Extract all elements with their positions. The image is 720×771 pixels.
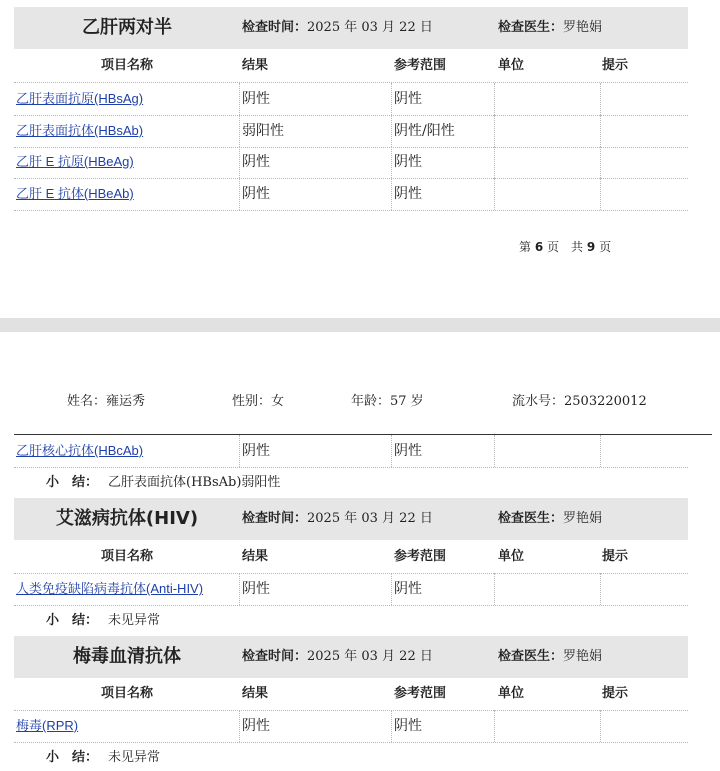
col-hint: 提示 [602,686,629,701]
item-link[interactable]: 乙肝 E 抗原(HBeAg) [16,154,134,169]
col-unit: 单位 [498,686,525,701]
col-item-name: 项目名称 [100,58,153,73]
summary-syphilis: 小 结： 未见异常 [46,750,161,765]
patient-serial: 流水号：2503220012 [512,394,647,409]
col-hint: 提示 [602,58,629,73]
column-header-row [14,50,688,83]
col-range: 参考范围 [394,58,447,73]
col-range: 参考范围 [394,686,447,701]
section-header-hepb [14,7,688,49]
result-cell: 阴性 [242,718,270,734]
section-header-hiv [14,498,688,540]
item-link[interactable]: 乙肝 E 抗体(HBeAb) [16,186,134,201]
item-link[interactable]: 乙肝核心抗体(HBcAb) [16,443,144,458]
section-header-syphilis [14,636,688,678]
table-row [14,146,688,179]
result-cell: 阴性 [242,186,270,202]
patient-name: 姓名：雍运秀 [67,394,146,409]
col-unit: 单位 [498,549,525,564]
col-range: 参考范围 [394,549,447,564]
item-link[interactable]: 人类免疫缺陷病毒抗体(Anti-HIV) [16,581,204,596]
table-row [14,83,688,116]
exam-time: 检查时间：2025 年 03 月 22 日 [242,511,433,526]
section-title: 乙肝两对半 [82,17,172,38]
range-cell: 阴性 [394,186,422,202]
table-row [14,573,688,606]
exam-time: 检查时间：2025 年 03 月 22 日 [242,649,433,664]
result-cell: 阴性 [242,443,270,459]
section-title: 梅毒血清抗体 [73,646,181,667]
range-cell: 阴性 [394,443,422,459]
table-row [14,115,688,148]
range-cell: 阴性 [394,581,422,597]
col-hint: 提示 [602,549,629,564]
page-break [0,318,720,332]
summary-hiv: 小 结： 未见异常 [46,613,161,628]
exam-time: 检查时间：2025 年 03 月 22 日 [242,20,433,35]
col-unit: 单位 [498,58,525,73]
patient-gender: 性别：女 [232,394,285,409]
exam-doctor: 检查医生：罗艳娟 [498,511,603,526]
col-result: 结果 [242,549,269,564]
table-row [14,435,688,468]
exam-doctor: 检查医生：罗艳娟 [498,20,603,35]
table-row [14,178,688,211]
column-header-row [14,541,688,574]
result-cell: 弱阳性 [242,123,284,139]
page-number: 第 6 页 共 9 页 [519,240,612,254]
section-title: 艾滋病抗体(HIV) [55,508,199,529]
range-cell: 阴性 [394,718,422,734]
result-cell: 阴性 [242,581,270,597]
result-cell: 阴性 [242,154,270,170]
result-cell: 阴性 [242,91,270,107]
exam-doctor: 检查医生：罗艳娟 [498,649,603,664]
range-cell: 阴性 [394,91,422,107]
range-cell: 阴性 [394,154,422,170]
patient-age: 年龄：57 岁 [351,394,424,409]
col-result: 结果 [242,58,269,73]
col-result: 结果 [242,686,269,701]
range-cell: 阴性/阳性 [394,123,455,139]
summary-hepb: 小 结： 乙肝表面抗体(HBsAb)弱阳性 [46,475,281,490]
table-row [14,710,688,743]
column-header-row [14,678,688,711]
item-link[interactable]: 乙肝表面抗体(HBsAb) [16,123,144,138]
col-item-name: 项目名称 [100,549,153,564]
col-item-name: 项目名称 [100,686,153,701]
item-link[interactable]: 梅毒(RPR) [16,718,79,733]
item-link[interactable]: 乙肝表面抗原(HBsAg) [16,91,144,106]
